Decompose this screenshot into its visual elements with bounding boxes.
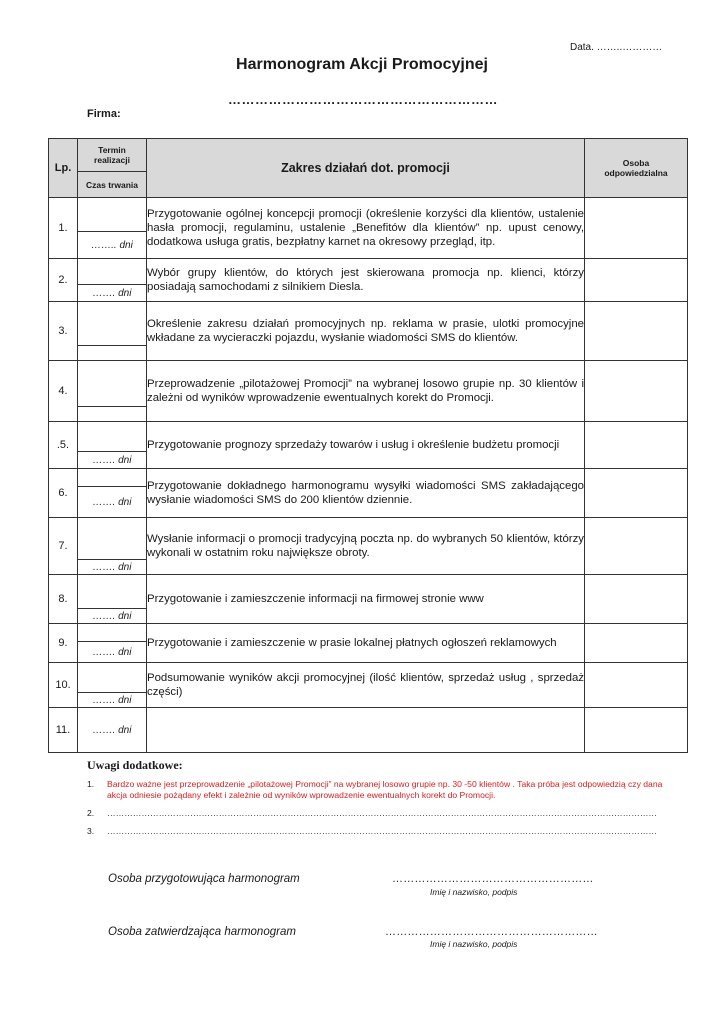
- term-date-field[interactable]: [78, 302, 146, 345]
- note-text[interactable]: …………………………………………………………………………………………………………………………………………………………………………: [107, 808, 657, 818]
- table-row: [49, 259, 688, 302]
- row-number: 11.: [49, 708, 78, 753]
- term-cell: [78, 575, 147, 624]
- duration-field[interactable]: [78, 345, 146, 360]
- note-number: 3.: [87, 826, 95, 836]
- responsible-person-field[interactable]: [585, 198, 688, 259]
- term-cell: [78, 469, 147, 518]
- note-item: [87, 779, 667, 801]
- activity-description: Przygotowanie i zamieszczenie w prasie lokalnej płatnych ogłoszeń reklamowych: [147, 624, 585, 663]
- term-cell: [78, 259, 147, 302]
- activity-description: Podsumowanie wyników akcji promocyjnej (ilość klientów, sprzedaż usług , sprzedaż części): [147, 663, 585, 708]
- duration-field[interactable]: [78, 406, 146, 421]
- notes-title: Uwagi dodatkowe:: [87, 758, 183, 772]
- table-row: [49, 422, 688, 469]
- activity-description: Wybór grupy klientów, do których jest skierowana promocja np. klienci, którzy posiadają samochodami z silnikiem Diesla.: [147, 259, 585, 302]
- row-number: 4.: [49, 361, 78, 422]
- row-number: 10.: [49, 663, 78, 708]
- responsible-person-field[interactable]: [585, 361, 688, 422]
- note-number: 1.: [87, 779, 95, 789]
- term-date-field[interactable]: [78, 518, 146, 559]
- term-cell: [78, 708, 147, 753]
- table-row: [49, 575, 688, 624]
- duration-field[interactable]: ……. dni: [78, 284, 146, 301]
- header-term: [78, 139, 147, 198]
- duration-field[interactable]: ……. dni: [78, 692, 146, 707]
- term-cell: [78, 361, 147, 422]
- table-row: [49, 302, 688, 361]
- term-cell: [78, 518, 147, 575]
- responsible-person-field[interactable]: [585, 469, 688, 518]
- schedule-table: [48, 138, 688, 753]
- note-number: 2.: [87, 808, 95, 818]
- header-term-label: Termin realizacji: [94, 145, 130, 165]
- header-person: Osoba odpowiedzialna: [585, 139, 688, 198]
- activity-description: Określenie zakresu działań promocyjnych np. reklama w prasie, ulotki promocyjne wkładane za wycieraczki pojazdu, wysłanie wiadomości SMS do klientów.: [147, 302, 585, 361]
- note-text: Bardzo ważne jest przeprowadzenie „pilotażowej Promocji” na wybranej losowo grupie np. 30 -50 klientów . Taka próba jest odpowiedzią czy dana akcja odniesie pożądany efekt i zależnie od wyników wprowadzenie ewentualnych korekt do Promocji.: [107, 779, 663, 800]
- approver-label: Osoba zatwierdzająca harmonogram: [108, 926, 296, 938]
- duration-field[interactable]: ……. dni: [78, 486, 146, 517]
- table-row: [49, 361, 688, 422]
- responsible-person-field[interactable]: [585, 302, 688, 361]
- duration-field[interactable]: …….. dni: [78, 231, 146, 258]
- activity-description: Przygotowanie i zamieszczenie informacji na firmowej stronie www: [147, 575, 585, 624]
- term-cell: [78, 198, 147, 259]
- preparer-label: Osoba przygotowująca harmonogram: [108, 873, 300, 885]
- header-scope: Zakres działań dot. promocji: [147, 139, 585, 198]
- term-date-field[interactable]: [78, 198, 146, 231]
- table-row: [49, 708, 688, 753]
- approver-signature-field[interactable]: …………………………………………………: [385, 926, 598, 938]
- header-lp: Lp.: [49, 139, 78, 198]
- responsible-person-field[interactable]: [585, 708, 688, 753]
- table-row: [49, 518, 688, 575]
- duration-field[interactable]: ……. dni: [78, 608, 146, 623]
- term-date-field[interactable]: [78, 663, 146, 692]
- company-label: Firma:: [87, 108, 121, 120]
- row-number: 1.: [49, 198, 78, 259]
- table-row: [49, 469, 688, 518]
- activity-description: Przygotowanie prognozy sprzedaży towarów i usług i określenie budżetu promocji: [147, 422, 585, 469]
- term-date-field[interactable]: [78, 624, 146, 641]
- responsible-person-field[interactable]: [585, 575, 688, 624]
- preparer-signature-field[interactable]: ………………………………………………: [392, 873, 594, 885]
- note-item[interactable]: [87, 808, 667, 819]
- term-cell: [78, 624, 147, 663]
- approver-signature-caption: Imię i nazwisko, podpis: [430, 939, 518, 949]
- term-date-field[interactable]: [78, 361, 146, 406]
- row-number: 3.: [49, 302, 78, 361]
- row-number: 6.: [49, 469, 78, 518]
- responsible-person-field[interactable]: [585, 422, 688, 469]
- activity-description: Przeprowadzenie „pilotażowej Promocji” na wybranej losowo grupie np. 30 klientów i zależni od wyników wprowadzenie ewentualnych korekt do Promocji.: [147, 361, 585, 422]
- term-date-field[interactable]: [78, 422, 146, 451]
- company-name-field[interactable]: ……………………………………………………: [228, 92, 498, 107]
- table-row: [49, 198, 688, 259]
- duration-field[interactable]: ……. dni: [78, 641, 146, 662]
- term-cell: [78, 302, 147, 361]
- activity-description: Przygotowanie ogólnej koncepcji promocji (określenie korzyści dla klientów, ustalenie hasła promocji, regulaminu, ustalenie „Benefitów dla klientów” np. upust cenowy, dodatkowa usługa gratis, bezpłatny karnet na okresowy przegląd, itp.: [147, 198, 585, 259]
- activity-description: [147, 708, 585, 753]
- note-text[interactable]: …………………………………………………………………………………………………………………………………………………………………………: [107, 826, 657, 836]
- date-field[interactable]: Data. ……..…………: [570, 42, 663, 53]
- table-row: [49, 624, 688, 663]
- responsible-person-field[interactable]: [585, 518, 688, 575]
- activity-description: Przygotowanie dokładnego harmonogramu wysyłki wiadomości SMS zakładającego wysłanie wiadomości SMS do 200 klientów dziennie.: [147, 469, 585, 518]
- responsible-person-field[interactable]: [585, 624, 688, 663]
- table-row: [49, 663, 688, 708]
- preparer-signature-caption: Imię i nazwisko, podpis: [430, 887, 518, 897]
- page-title: Harmonogram Akcji Promocyjnej: [236, 56, 488, 73]
- row-number: 2.: [49, 259, 78, 302]
- duration-field[interactable]: ……. dni: [92, 724, 132, 736]
- term-cell: [78, 422, 147, 469]
- row-number: 9.: [49, 624, 78, 663]
- responsible-person-field[interactable]: [585, 663, 688, 708]
- header-duration-label: Czas trwania: [78, 171, 146, 197]
- table-header-row: [49, 139, 688, 198]
- term-date-field[interactable]: [78, 259, 146, 284]
- row-number: 7.: [49, 518, 78, 575]
- row-number: 8.: [49, 575, 78, 624]
- duration-field[interactable]: ……. dni: [78, 559, 146, 574]
- activity-description: Wysłanie informacji o promocji tradycyjną poczta np. do wybranych 50 klientów, którzy wykonali w ostatnim roku największe obroty.: [147, 518, 585, 575]
- row-number: .5.: [49, 422, 78, 469]
- duration-field[interactable]: ……. dni: [78, 451, 146, 468]
- term-date-field[interactable]: [78, 469, 146, 486]
- responsible-person-field[interactable]: [585, 259, 688, 302]
- note-item[interactable]: [87, 826, 667, 837]
- term-cell: [78, 663, 147, 708]
- term-date-field[interactable]: [78, 575, 146, 608]
